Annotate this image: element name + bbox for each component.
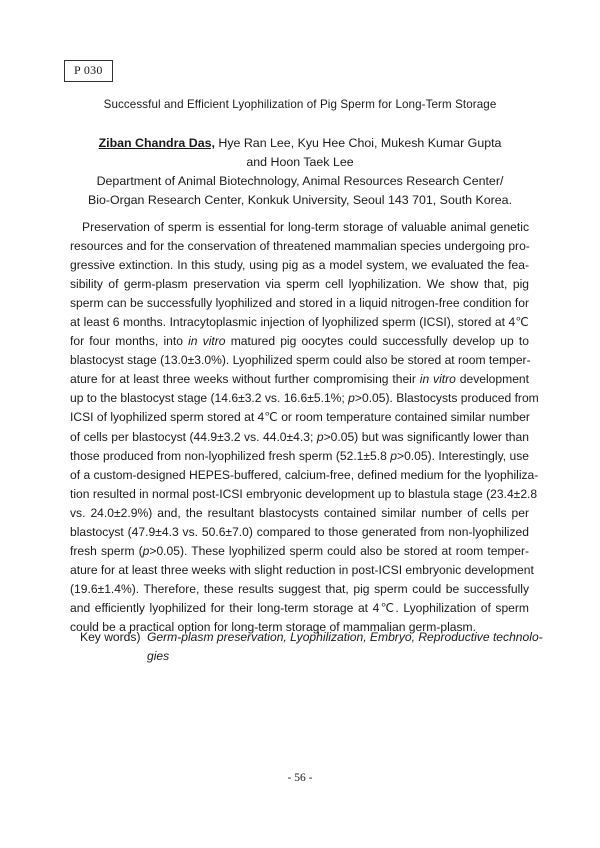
abstract-line: [70, 542, 529, 561]
abstract-line: [70, 332, 529, 351]
abstract-line: [70, 428, 529, 447]
abstract-line: Preservation of sperm is essential for long-term storage of valuable animal genetic: [82, 220, 529, 234]
text-run: for four months, into: [70, 334, 183, 349]
abstract-line: at least 6 months. Intracytoplasmic injection of lyophilized sperm (ICSI), stored at 4℃: [70, 315, 529, 330]
italic-term: p: [316, 429, 324, 444]
text-run: fresh sperm (: [70, 543, 143, 558]
abstract-line: sperm can be successfully lyophilized and stored in a liquid nitrogen-free condition for: [70, 296, 529, 311]
authors-block: [0, 134, 600, 172]
abstract-line: [70, 447, 529, 466]
text-run: up to the blastocyst stage (14.6±3.2 vs. 16.6±5.1%;: [70, 391, 345, 406]
abstract-line: ICSI of lyophilized sperm stored at 4℃ or room temperature contained similar number: [70, 410, 530, 425]
text-run: matured pig oocytes could successfully develop up to: [230, 334, 529, 349]
abstract-line: (19.6±1.4%). Therefore, these results suggest that, pig sperm could be successfully: [70, 581, 529, 596]
abstract-line: gressive extinction. In this study, using pig as a model system, we evaluated the fea-: [70, 258, 529, 273]
abstract-line: sibility of germ-plasm preservation via sperm cell lyophilization. We show that, pig: [70, 277, 529, 292]
abstract-line: [70, 370, 529, 389]
text-run: >0.05). These lyophilized sperm could also be stored at room temper-: [149, 543, 529, 558]
text-run: >0.05). Interestingly, use: [397, 448, 529, 463]
text-run: ature for at least three weeks without further compromising their: [70, 372, 416, 387]
authors-line-2: and Hoon Taek Lee: [246, 155, 354, 169]
text-run: development: [459, 372, 529, 387]
abstract-line: [70, 389, 539, 408]
affiliation-line-1: Department of Animal Biotechnology, Animal Resources Research Center/: [96, 174, 504, 188]
abstract-line: tion resulted in normal post-ICSI embryonic development up to blastula stage (23.4±2.8: [70, 486, 538, 501]
authors-line-1: [0, 134, 600, 153]
keywords-line: Germ-plasm preservation, Lyophilization, Embryo, Reproductive technolo-: [147, 630, 543, 644]
text-run: of cells per blastocyst (44.9±3.2 vs. 44.0±4.3;: [70, 429, 314, 444]
paper-title: Successful and Efficient Lyophilization of Pig Sperm for Long-Term Storage: [103, 98, 497, 111]
abstract-body: [70, 218, 539, 637]
keywords-line: gies: [147, 649, 170, 663]
text-run: >0.05). Blastocysts produced from: [354, 391, 539, 406]
abstract-code-box: P 030: [64, 60, 113, 82]
affiliation-line-2: Bio-Organ Research Center, Konkuk University, Seoul 143 701, South Korea.: [87, 193, 513, 207]
abstract-line: and efficiently lyophilized for their long-term storage at 4℃. Lyophilization of sperm: [70, 600, 529, 615]
italic-term: p: [142, 543, 150, 558]
italic-term: p: [348, 391, 355, 406]
abstract-line: ature for at least three weeks with slight reduction in post-ICSI embryonic development: [70, 562, 534, 577]
affiliation-block: [0, 172, 600, 210]
abstract-line: blastocyst stage (13.0±3.0%). Lyophilized sperm could also be stored at room temper-: [70, 353, 531, 368]
abstract-line: resources and for the conservation of threatened mammalian species undergoing pro-: [70, 239, 530, 254]
abstract-line: could be a practical option for long-term storage of mammalian germ-plasm.: [70, 619, 476, 634]
lead-author: Ziban Chandra Das,: [98, 136, 215, 150]
abstract-line: of a custom-designed HEPES-buffered, calcium-free, defined medium for the lyophiliza-: [70, 467, 539, 482]
co-authors: Hye Ran Lee, Kyu Hee Choi, Mukesh Kumar Gupta: [218, 136, 502, 150]
italic-term: p: [390, 448, 398, 463]
text-run: those produced from non-lyophilized fresh sperm (52.1±5.8: [70, 448, 387, 463]
keywords-list: [147, 628, 543, 666]
abstract-line: blastocyst (47.9±4.3 vs. 50.6±7.0) compared to those generated from non-lyophilized: [70, 524, 529, 539]
keywords-label: Key words): [80, 630, 141, 644]
italic-term: in vitro: [188, 334, 226, 349]
page-number: - 56 -: [287, 772, 313, 784]
text-run: >0.05) but was significantly lower than: [323, 429, 529, 444]
italic-term: in vitro: [419, 372, 456, 387]
abstract-line: vs. 24.0±2.9%) and, the resultant blastocysts contained similar number of cells per: [70, 505, 529, 520]
